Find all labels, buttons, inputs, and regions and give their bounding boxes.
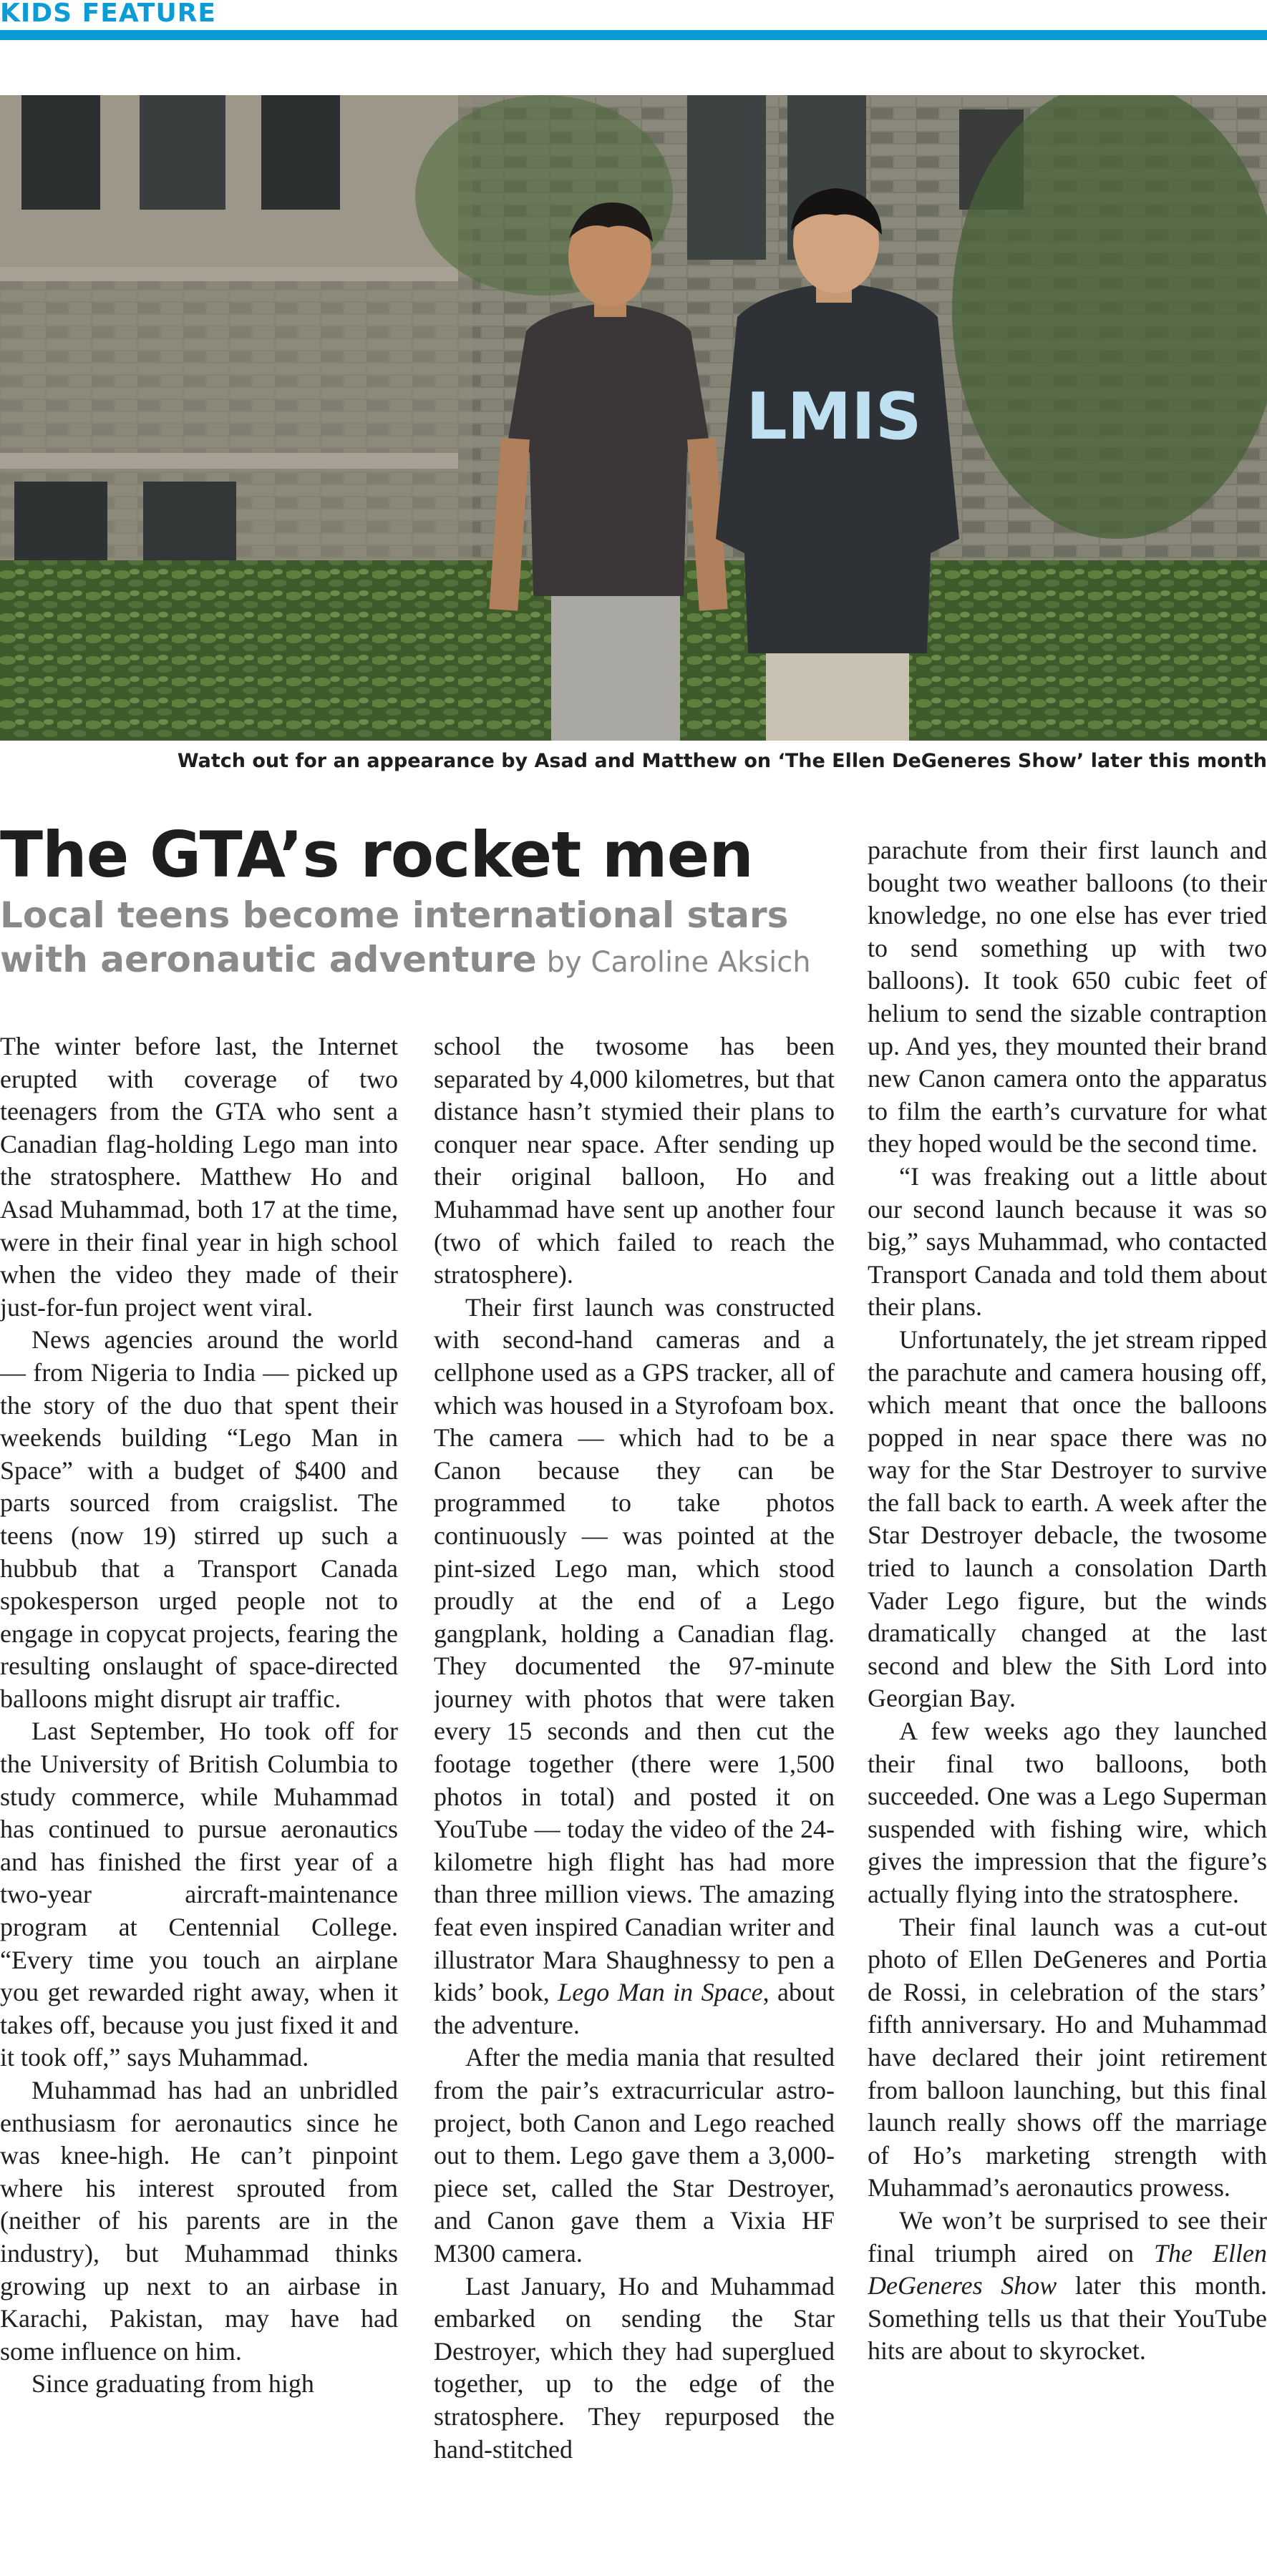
article-byline: by Caroline Aksich (546, 946, 811, 979)
hoodie-print: LMIS (746, 379, 922, 454)
article-column-3 (868, 834, 1267, 2576)
paragraph: Since graduating from high (31, 2369, 314, 2399)
paragraph-text: , about the adventure. (434, 1978, 835, 2039)
paragraph-text: later this month. Something tells us that their YouTube hits are about to skyrocket. (868, 2271, 1267, 2366)
paragraph: parachute from their first launch and bought two weather balloons (to their knowledge, no one else has ever tried to send something up with two balloons). It took 650 cubic feet of helium to send the sizable contraption up. And yes, they mounted their brand new Canon camera onto the apparatus to film the earth’s curvature for what they hoped would be the second time. (868, 836, 1267, 1158)
show-title: The Ellen DeGeneres Show (868, 2238, 1267, 2301)
paragraph-text: We won’t be surprised to see their final triumph aired on (868, 2205, 1267, 2268)
paragraph (868, 2205, 1267, 2368)
paragraph: “I was freaking out a little about our second launch because it was so big,” says Muhammad, who contacted Transport Canada and told them about their plans. (868, 1161, 1267, 1322)
section-tag: KIDS FEATURE (0, 0, 216, 28)
book-title: Lego Man in Space (558, 1978, 763, 2007)
paragraph: Their final launch was a cut-out photo of Ellen DeGeneres and Portia de Rossi, in celebration of the stars’ fifth anniversary. Ho and Muhammad have declared their joint retirement from balloon launching, but this final launch really shows off the marriage of Ho’s marketing strength with Muhammad’s aeronautics prowess. (868, 1912, 1267, 2202)
paragraph-text: Their first launch was constructed with second-hand cameras and a cellphone used as a GPS tracker, all of which was housed in a Styrofoam box. The camera — which had to be a Canon because they can be programmed to take photos continuously — was pointed at the pint-sized Lego man, which stood proudly at the end of a Lego gangplank, holding a Canadian flag. They documented the 97-minute journey with photos that were taken every 15 seconds and then cut the footage together (there were 1,500 photos in total) and posted it on YouTube — today the video of the 24-kilometre high flight has had more than three million views. The amazing feat even inspired Canadian writer and illustrator Mara Shaughnessy to pen a kids’ book, (434, 1292, 835, 2007)
paragraph: Last September, Ho took off for the University of British Columbia to study commerce, while Muhammad has continued to pursue aeronautics and has finished the first year of a two-year aircraft-maintenance program at Centennial College. “Every time you touch an airplane you get rewarded right away, when it takes off, because you just fixed it and it took off,” says Muhammad. (0, 1717, 398, 2072)
paragraph: Unfortunately, the jet stream ripped the parachute and camera housing off, which meant that once the balloons popped in near space there was no way for the Star Destroyer to survive the fall back to earth. A week after the Star Destroyer debacle, the twosome tried to launch a consolation Darth Vader Lego figure, but the winds dramatically changed at the last second and blew the Sith Lord into Georgian Bay. (868, 1324, 1267, 1713)
article-column-2 (434, 1030, 835, 2576)
paragraph: After the media mania that resulted from the pair’s extracurricular astro-project, both Canon and Lego reached out to them. Lego gave them a 3,000-piece set, called the Star Destroyer, and Canon gave them a Vixia HF M300 camera. (434, 2043, 835, 2268)
paragraph: school the twosome has been separated by 4,000 kilometres, but that distance hasn’t stymied their plans to conquer near space. After sending up their original balloon, Ho and Muhammad have sent up another four (two of which failed to reach the stratosphere). (434, 1032, 835, 1289)
deck-text: Local teens become international stars with aeronautic adventure (0, 894, 789, 980)
paragraph: Last January, Ho and Muhammad embarked on sending the Star Destroyer, which they had superglued together, up to the edge of the stratosphere. They repurposed the hand-stitched (434, 2271, 835, 2464)
feature-photo (0, 95, 1267, 741)
paragraph: News agencies around the world — from Nigeria to India — picked up the story of the duo that spent their weekends building “Lego Man in Space” with a budget of $400 and parts sourced from craigslist. The teens (now 19) stirred up such a hubbub that a Transport Canada spokesperson urged people not to engage in copycat projects, fearing the resulting onslaught of space-directed balloons might disrupt air traffic. (0, 1325, 398, 1713)
paragraph: A few weeks ago they launched their final two balloons, both succeeded. One was a Lego Superman suspended with fishing wire, which gives the impression that the figure’s actually flying into the stratosphere. (868, 1717, 1267, 1908)
paragraph: Muhammad has had an unbridled enthusiasm for aeronautics since he was knee-high. He can’t pinpoint where his interest sprouted from (neither of his parents are in the industry), but Muhammad thinks growing up next to an airbase in Karachi, Pakistan, may have had some influence on him. (0, 2076, 398, 2366)
article-deck (0, 893, 852, 985)
section-rule (0, 30, 1267, 40)
article-column-1 (0, 1030, 398, 2576)
paragraph (434, 1292, 835, 2042)
photo-caption: Watch out for an appearance by Asad and Matthew on ‘The Ellen DeGeneres Show’ later this month (177, 750, 1267, 772)
photo-illustration (0, 95, 1267, 741)
article-headline: The GTA’s rocket men (0, 818, 753, 892)
paragraph: The winter before last, the Internet erupted with coverage of two teenagers from the GTA who sent a Canadian flag-holding Lego man into the stratosphere. Matthew Ho and Asad Muhammad, both 17 at the time, were in their final year in high school when the video they made of their just-for-fun project went viral. (0, 1032, 398, 1322)
